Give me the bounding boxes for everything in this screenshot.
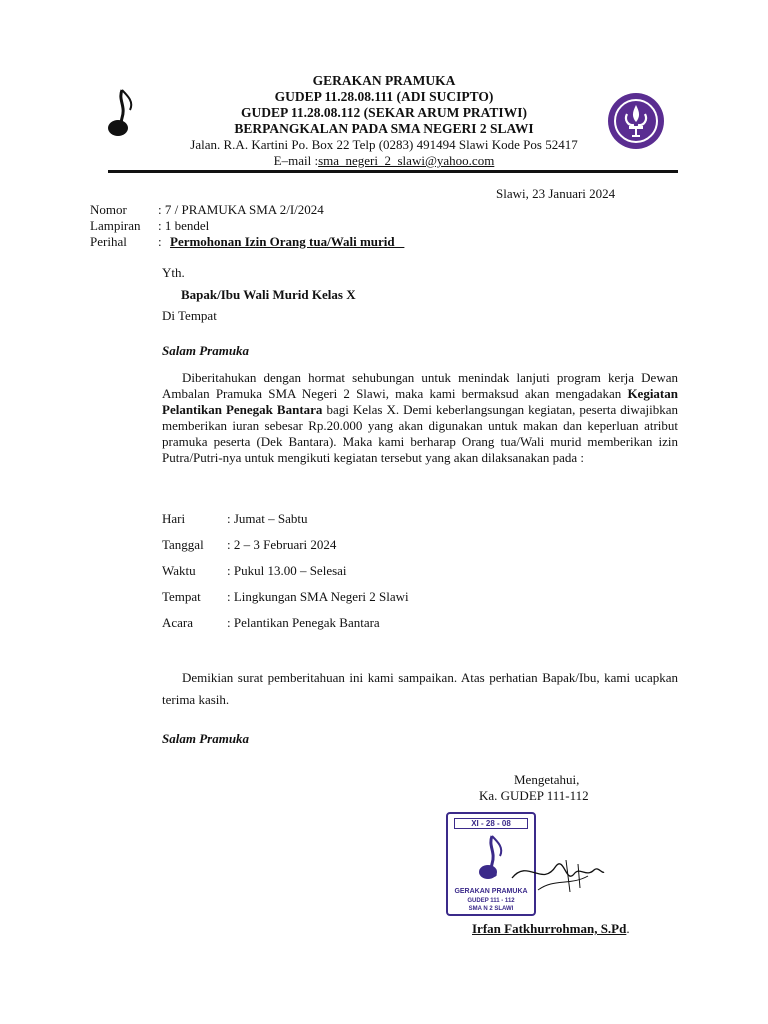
letterhead-divider	[108, 170, 678, 173]
signer-position: Ka. GUDEP 111-112	[479, 788, 589, 803]
body-text-a: Diberitahukan dengan hormat sehubungan untuk menindak lanjuti program kerja Dewan Ambalan Pramuka SMA Negeri 2 Slawi, maka kami bermaksud akan mengadakan	[162, 370, 678, 401]
stamp-tunas-kelapa-icon	[476, 834, 508, 882]
recipient-name: Bapak/Ibu Wali Murid Kelas X	[181, 287, 356, 302]
stamp-gudep: GUDEP 111 - 112	[467, 898, 515, 904]
letterhead-email-row	[0, 153, 768, 169]
perihal-colon: :	[158, 234, 162, 249]
body-paragraph	[162, 370, 678, 466]
body-text-b: bagi Kelas X. Demi keberlangsungan kegiatan, peserta diwajibkan memberikan iuran sebesar Rp.20.000 yang akan digunakan untuk makan dan keperluan atribut pramuka peserta (Dek Bantara). Maka kami berharap Orang tua/Wali murid memberikan izin Putra/Putri-nya untuk mengikuti kegiatan tersebut yang akan dilaksanakan pada :	[162, 402, 678, 465]
schedule-value: : Lingkungan SMA Negeri 2 Slawi	[227, 589, 409, 604]
letterhead-address: Jalan. R.A. Kartini Po. Box 22 Telp (0283) 491494 Slawi Kode Pos 52417	[190, 137, 578, 152]
stamp-org-name: GERAKAN PRAMUKA	[454, 888, 528, 895]
closing-text: Demikian surat pemberitahuan ini kami sampaikan. Atas perhatian Bapak/Ibu, kami ucapkan terima kasih.	[162, 670, 678, 707]
letterhead-gudep-111: GUDEP 11.28.08.111 (ADI SUCIPTO)	[274, 89, 494, 104]
schedule-value: : 2 – 3 Februari 2024	[227, 537, 337, 552]
schedule-label: Tempat	[162, 589, 201, 604]
nomor-label: Nomor	[90, 202, 127, 217]
signer-name-row	[472, 921, 630, 937]
nomor-value: : 7 / PRAMUKA SMA 2/I/2024	[158, 202, 324, 217]
schedule-value: : Jumat – Sabtu	[227, 511, 308, 526]
schedule-label: Waktu	[162, 563, 196, 578]
perihal-value: Permohonan Izin Orang tua/Wali murid	[170, 234, 405, 249]
date-place: Slawi, 23 Januari 2024	[496, 186, 616, 201]
closing-paragraph	[162, 667, 678, 711]
body-activity-name: Kegiatan Pelantikan Penegak Bantara	[162, 386, 678, 417]
closing-salam: Salam Pramuka	[162, 731, 250, 746]
schedule-value: : Pelantikan Penegak Bantara	[227, 615, 380, 630]
recipient-yth: Yth.	[162, 265, 185, 280]
signer-name-period: .	[626, 921, 630, 936]
lampiran-value: : 1 bendel	[158, 218, 210, 233]
greeting-salam: Salam Pramuka	[162, 343, 250, 358]
schedule-value: : Pukul 13.00 – Selesai	[227, 563, 347, 578]
stamp-school: SMA N 2 SLAWI	[468, 906, 514, 912]
handwritten-signature-icon	[508, 848, 608, 898]
perihal-label: Perihal	[90, 234, 127, 249]
email-link[interactable]: sma_negeri_2_slawi@yahoo.com	[318, 153, 495, 168]
letterhead-gudep-112: GUDEP 11.28.08.112 (SEKAR ARUM PRATIWI)	[241, 105, 527, 120]
stamp-code: XI - 28 - 08	[454, 818, 528, 829]
mengetahui-label: Mengetahui,	[514, 772, 580, 787]
recipient-place: Di Tempat	[162, 308, 217, 323]
schedule-label: Acara	[162, 615, 194, 630]
signer-name: Irfan Fatkhurrohman, S.Pd	[472, 921, 627, 936]
schedule-label: Tanggal	[162, 537, 204, 552]
lampiran-label: Lampiran	[90, 218, 141, 233]
email-prefix: E–mail :	[273, 153, 319, 168]
letterhead-org: GERAKAN PRAMUKA	[312, 73, 456, 88]
schedule-label: Hari	[162, 511, 186, 526]
letterhead-base: BERPANGKALAN PADA SMA NEGERI 2 SLAWI	[234, 121, 534, 136]
